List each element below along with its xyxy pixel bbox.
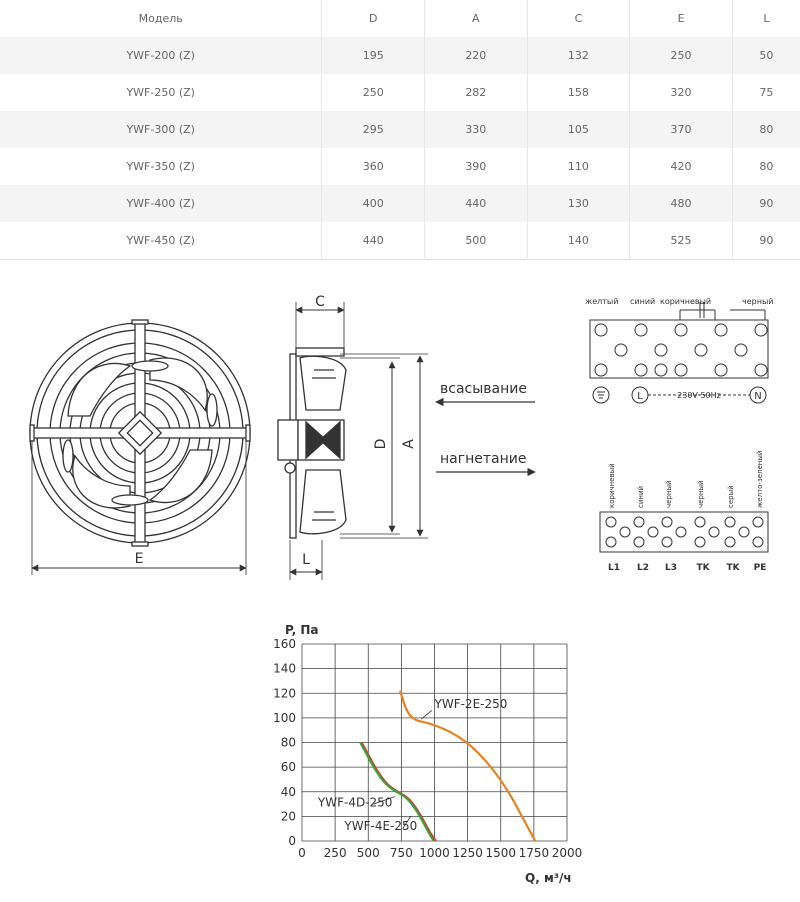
y-tick-label: 0: [288, 834, 296, 848]
table-cell: 140: [527, 222, 630, 260]
table-header-row: [0, 0, 800, 37]
terminal-label: L3: [665, 563, 677, 573]
y-tick-label: 120: [273, 686, 296, 701]
supply-voltage-label: 230V 50Hz: [677, 391, 721, 400]
table-cell: 330: [425, 111, 528, 148]
dimension-c-label: C: [315, 294, 325, 310]
table-row: [0, 222, 800, 260]
table-cell: 50: [759, 49, 774, 62]
discharge-label: нагнетание: [440, 451, 527, 467]
x-tick-label: 1000: [419, 846, 450, 860]
dimension-l-label: L: [302, 552, 310, 568]
table-cell: 220: [425, 37, 528, 74]
table-cell: 295: [322, 111, 425, 148]
fan-front-view: [30, 320, 250, 546]
wire-label: серый: [727, 485, 735, 508]
wiring-diagram-single-phase: [585, 297, 773, 403]
header-cell: E: [630, 0, 733, 37]
table-cell: YWF-350 (Z): [0, 148, 322, 185]
suction-label: всасывание: [440, 381, 527, 397]
table-cell: 195: [322, 37, 425, 74]
dimension-e-label: E: [134, 551, 144, 567]
header-cell: C: [527, 0, 630, 37]
table-cell: 158: [527, 74, 630, 111]
table-cell: 525: [630, 222, 733, 260]
wire-label: желтый: [585, 297, 619, 306]
table-cell: 90: [759, 197, 774, 210]
wiring-diagram-three-phase: [600, 512, 768, 552]
table-cell: YWF-200 (Z): [0, 37, 322, 74]
x-tick-label: 2000: [551, 846, 583, 860]
wire-label: желто-зеленый: [756, 450, 764, 508]
terminal-label: L1: [608, 563, 620, 573]
terminal-label: TK: [696, 563, 710, 573]
terminal-label: TK: [726, 563, 740, 573]
technical-drawing: [0, 270, 800, 590]
table-cell: 400: [322, 185, 425, 222]
table-cell: 420: [630, 148, 733, 185]
y-tick-label: 40: [280, 784, 296, 799]
y-tick-label: 20: [280, 809, 296, 824]
series-label: YWF-4E-250: [344, 818, 418, 833]
y-tick-label: 60: [280, 760, 296, 775]
table-cell: 250: [322, 74, 425, 111]
wire-label: черный: [697, 480, 705, 508]
table-row: [0, 185, 800, 222]
y-tick-label: 160: [273, 637, 296, 651]
spec-table: [0, 0, 800, 260]
terminal-label: PE: [753, 563, 767, 573]
table-cell: 80: [759, 160, 774, 173]
terminal-n-label: N: [754, 391, 762, 402]
x-tick-label: 1750: [518, 846, 550, 860]
dimension-d-label: D: [373, 438, 389, 450]
table-cell: 480: [630, 185, 733, 222]
table-row: [0, 148, 800, 185]
table-row: [0, 111, 800, 148]
y-tick-label: 100: [273, 710, 296, 725]
header-cell: D: [322, 0, 425, 37]
table-cell: 390: [425, 148, 528, 185]
wire-label: черный: [665, 480, 673, 508]
wire-label: черный: [742, 297, 774, 306]
chart-xlabel: Q, м³/ч: [525, 871, 572, 885]
header-cell: L: [763, 12, 770, 25]
terminal-l-label: L: [637, 391, 643, 402]
table-cell: 320: [630, 74, 733, 111]
table-cell: 80: [759, 123, 774, 136]
header-cell: Модель: [0, 0, 322, 37]
table-cell: 500: [425, 222, 528, 260]
table-cell: 360: [322, 148, 425, 185]
table-cell: 440: [322, 222, 425, 260]
wire-label: коричневый: [660, 297, 712, 306]
table-cell: YWF-250 (Z): [0, 74, 322, 111]
table-cell: 130: [527, 185, 630, 222]
table-cell: 440: [425, 185, 528, 222]
table-cell: 75: [759, 86, 774, 99]
table-cell: 282: [425, 74, 528, 111]
table-cell: YWF-300 (Z): [0, 111, 322, 148]
table-cell: 110: [527, 148, 630, 185]
dimension-a-label: A: [401, 439, 417, 449]
table-cell: 132: [527, 37, 630, 74]
wire-labels-vertical: [608, 451, 764, 508]
wire-label: синий: [637, 485, 645, 508]
header-cell: A: [425, 0, 528, 37]
series-label: YWF-4D-250: [317, 795, 393, 810]
fan-side-view: [278, 348, 346, 538]
series-label: YWF-2E-250: [434, 697, 508, 712]
x-tick-label: 1500: [485, 846, 517, 860]
performance-chart: [255, 612, 595, 887]
wire-label: синий: [630, 297, 656, 306]
table-cell: 90: [759, 234, 774, 247]
table-cell: 105: [527, 111, 630, 148]
table-row: [0, 37, 800, 74]
x-tick-label: 1250: [452, 846, 483, 860]
table-cell: YWF-400 (Z): [0, 185, 322, 222]
x-tick-label: 750: [389, 846, 413, 860]
table-cell: 370: [630, 111, 733, 148]
wire-label: коричневый: [608, 463, 616, 508]
y-tick-label: 80: [280, 735, 296, 750]
table-cell: YWF-450 (Z): [0, 222, 322, 260]
terminal-label: L2: [637, 563, 649, 573]
table-row: [0, 74, 800, 111]
x-tick-label: 500: [356, 846, 380, 860]
y-tick-label: 140: [273, 661, 296, 676]
x-tick-label: 0: [298, 846, 306, 860]
x-tick-label: 250: [323, 846, 347, 860]
chart-ylabel: P, Па: [285, 623, 319, 637]
table-cell: 250: [630, 37, 733, 74]
